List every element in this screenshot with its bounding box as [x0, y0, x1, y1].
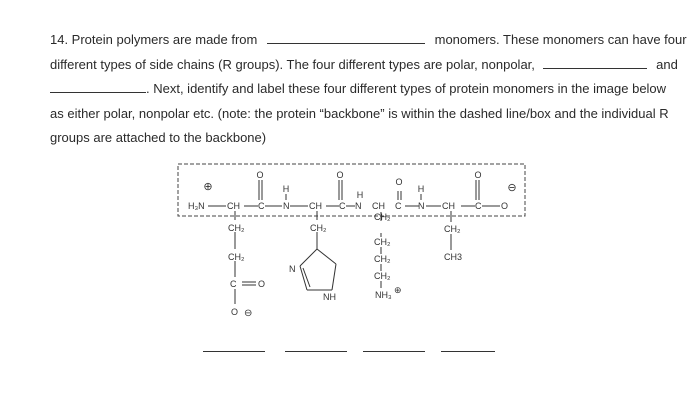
side-chain-2-ch2: CH₂ [310, 223, 327, 233]
side-chain-4-ch3: CH3 [444, 252, 463, 262]
amide-hydrogen-1: H [282, 184, 290, 194]
bond-lines [208, 180, 500, 304]
backbone-carbonyl-carbon-4: C [475, 201, 482, 211]
carbonyl-oxygen-1: O [256, 170, 264, 180]
side-chain-1-ch2-b: CH₂ [228, 252, 245, 262]
carboxylate-oxygen: O [501, 201, 509, 211]
question-line4-text: as either polar, nonpolar etc. (note: the protein “backbone” is within the dashed line/box and the individual R [50, 105, 669, 121]
side-chain-1-negative-charge: ⊖ [244, 308, 253, 319]
backbone-h3n: H₃N [188, 201, 205, 211]
carboxylate-negative-charge: ⊖ [507, 182, 517, 194]
question-line2-end: and [656, 56, 678, 72]
amide-nitrogen-2: N [355, 201, 362, 211]
label-line-2[interactable] [285, 351, 347, 352]
side-chain-3-ch2-c: CH₂ [374, 254, 391, 264]
side-chain-2-ring-nh: NH [323, 292, 336, 302]
side-chain-1-carbon: C [230, 279, 237, 289]
side-chain-1-oxygen-double: O [258, 279, 266, 289]
carbonyl-oxygen-4: O [474, 170, 482, 180]
question-line5-text: groups are attached to the backbone) [50, 130, 267, 145]
backbone-alpha-carbon-3: CH [372, 201, 385, 211]
label-line-4[interactable] [441, 351, 495, 352]
side-chain-1-oxygen-single: O [231, 307, 239, 317]
side-chain-4-ch2: CH₂ [444, 224, 461, 234]
side-chain-3-positive-charge: ⊕ [394, 285, 402, 295]
amide-hydrogen-3: H [417, 184, 425, 194]
side-chain-3-ch2-b: CH₂ [374, 237, 391, 247]
amide-nitrogen-3: N [418, 201, 425, 211]
backbone-alpha-carbon-4: CH [442, 201, 455, 211]
amine-positive-charge: ⊕ [203, 181, 213, 193]
question-line3-text: . Next, identify and label these four different types of protein monomers in the image below [146, 81, 667, 96]
question-line2-text: different types of side chains (R groups). The four different types are polar, nonpolar, [50, 56, 535, 72]
side-chain-2-ring-nitrogen: N [289, 264, 296, 274]
backbone-carbonyl-carbon-3: C [395, 201, 402, 211]
side-chain-1-ch2-a: CH₂ [228, 223, 245, 233]
backbone-alpha-carbon-2: CH [309, 201, 322, 211]
question-line1-end: monomers. These monomers can have four [434, 32, 687, 47]
backbone-carbonyl-carbon-2: C [339, 201, 346, 211]
question-intro: 14. Protein polymers are made from [50, 32, 258, 47]
side-chain-3-ch2-a: CH₂ [374, 212, 391, 222]
carbonyl-oxygen-2: O [336, 170, 344, 180]
side-chain-3-ch2-d: CH₂ [374, 271, 391, 281]
amide-nitrogen-1: N [283, 201, 290, 211]
carbonyl-oxygen-3: O [395, 177, 403, 187]
backbone-carbonyl-carbon-1: C [258, 201, 265, 211]
backbone-alpha-carbon-1: CH [227, 201, 240, 211]
label-line-3[interactable] [363, 351, 425, 352]
amide-hydrogen-2: H [356, 190, 364, 200]
label-line-1[interactable] [203, 351, 265, 352]
side-chain-3-nh3: NH₃ [375, 290, 392, 300]
